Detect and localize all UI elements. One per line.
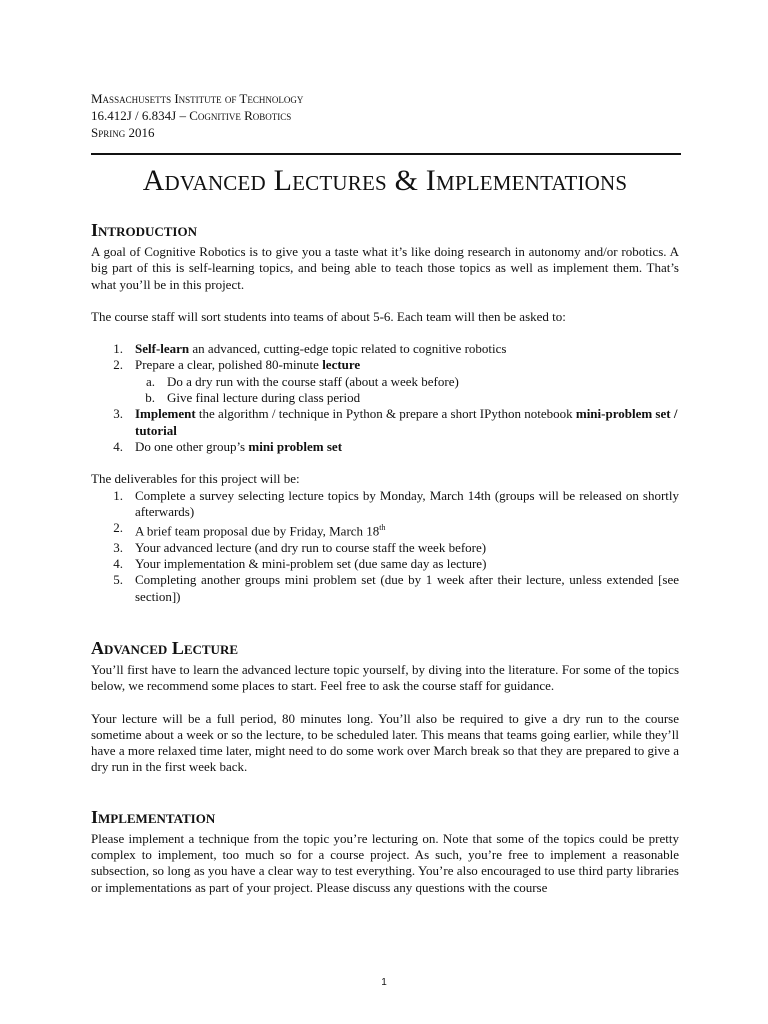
list-item: 3. Implement the algorithm / technique in Python & prepare a short IPython notebook mini-problem set / tutorial <box>113 406 678 438</box>
deliverable-2-sup: th <box>379 523 386 533</box>
list-item: 2. A brief team proposal due by Friday, March 18th <box>113 520 386 539</box>
list-item: 1. Complete a survey selecting lecture topics by Monday, March 14th (groups will be released on shortly afterwards) <box>113 487 679 519</box>
document-page <box>91 90 679 896</box>
list-item: 1. Self-learn an advanced, cutting-edge topic related to cognitive robotics <box>113 341 507 357</box>
task-2b-text: Give final lecture during class period <box>167 390 361 406</box>
list-item: 2. Prepare a clear, polished 80-minute lecture <box>113 357 361 373</box>
deliverable-1: Complete a survey selecting lecture topics by Monday, March 14th (groups will be released on shortly afterwards) <box>135 487 679 519</box>
list-item: 4. Do one other group’s mini problem set <box>113 438 343 454</box>
institution-header: Massachusetts Institute of Technology <box>91 91 304 106</box>
task-3-bold: Implement <box>135 406 196 422</box>
list-item: b. Give final lecture during class period <box>91 390 679 406</box>
list-item: 5. Completing another groups mini problem set (due by 1 week after their lecture, unless extended [see section]) <box>113 572 679 604</box>
task-3-bold-2: mini-problem set / tutorial <box>135 406 678 438</box>
implementation-paragraph-1: Please implement a technique from the topic you’re lecturing on. Note that some of the topics could be pretty complex to implement, too much so for a course project. As such, you’re free to implement a reasonable subsection, so long as you have a clear way to test everything. You’re also encouraged to use third party libraries or implementations as part of your project. Please discuss any questions with the course <box>91 830 679 895</box>
task-4-text: Do one other group’s <box>135 438 249 454</box>
deliverables-list <box>91 488 679 605</box>
page-number: 1 <box>381 977 387 988</box>
deliverables-lead: The deliverables for this project will be: <box>91 471 300 487</box>
task-3-text: the algorithm / technique in Python & prepare a short IPython notebook <box>195 406 576 422</box>
section-heading-advanced-lecture: Advanced Lecture <box>91 637 239 658</box>
intro-paragraph-2: The course staff will sort students into teams of about 5-6. Each team will then be asked to: <box>91 308 566 324</box>
header-rule <box>91 153 681 155</box>
task-2-bold: lecture <box>322 357 361 373</box>
deliverable-5: Completing another groups mini problem set (due by 1 week after their lecture, unless extended [see section]) <box>135 572 679 604</box>
deliverable-3: Your advanced lecture (and dry run to course staff the week before) <box>135 539 487 555</box>
advanced-paragraph-2: Your lecture will be a full period, 80 minutes long. You’ll also be required to give a dry run to the course sometime about a week or so the lecture, to be scheduled later. This means that teams going earlier, while they’ll have a more relaxed time later, might need to do some work over March break so that they are prepared to give a dry run in the first week back. <box>91 710 679 775</box>
list-item: 4. Your implementation & mini-problem set (due same day as lecture) <box>91 556 679 572</box>
task-2-text: Prepare a clear, polished 80-minute <box>135 357 323 373</box>
task-4-bold: mini problem set <box>248 438 343 454</box>
deliverable-4: Your implementation & mini-problem set (due same day as lecture) <box>135 556 487 572</box>
deliverable-2: A brief team proposal due by Friday, March 18 <box>135 523 380 539</box>
list-item: a. Do a dry run with the course staff (about a week before) <box>91 374 679 390</box>
section-heading-introduction: Introduction <box>91 220 197 240</box>
document-title: Advanced Lectures & Implementations <box>142 164 628 197</box>
intro-paragraph-1: A goal of Cognitive Robotics is to give you a taste what it’s like doing research in autonomy and/or robotics. A big part of this is self-learning topics, and being able to teach those topics as well as implement them. That’s what you’ll be in this project. <box>91 244 679 292</box>
term-header: Spring 2016 <box>91 125 155 140</box>
list-item: 3. Your advanced lecture (and dry run to course staff the week before) <box>91 540 679 556</box>
task-2a-text: Do a dry run with the course staff (about a week before) <box>167 373 459 389</box>
section-heading-implementation: Implementation <box>91 806 216 827</box>
task-1-text: an advanced, cutting-edge topic related to cognitive robotics <box>189 341 507 357</box>
course-header: 16.412J / 6.834J – Cognitive Robotics <box>91 108 292 123</box>
advanced-paragraph-1: You’ll first have to learn the advanced lecture topic yourself, by diving into the literature. For some of the topics below, we recommend some places to start. Feel free to ask the course staff for guidance. <box>91 661 679 694</box>
task-1-bold: Self-learn <box>135 341 190 357</box>
task-list <box>91 341 679 455</box>
